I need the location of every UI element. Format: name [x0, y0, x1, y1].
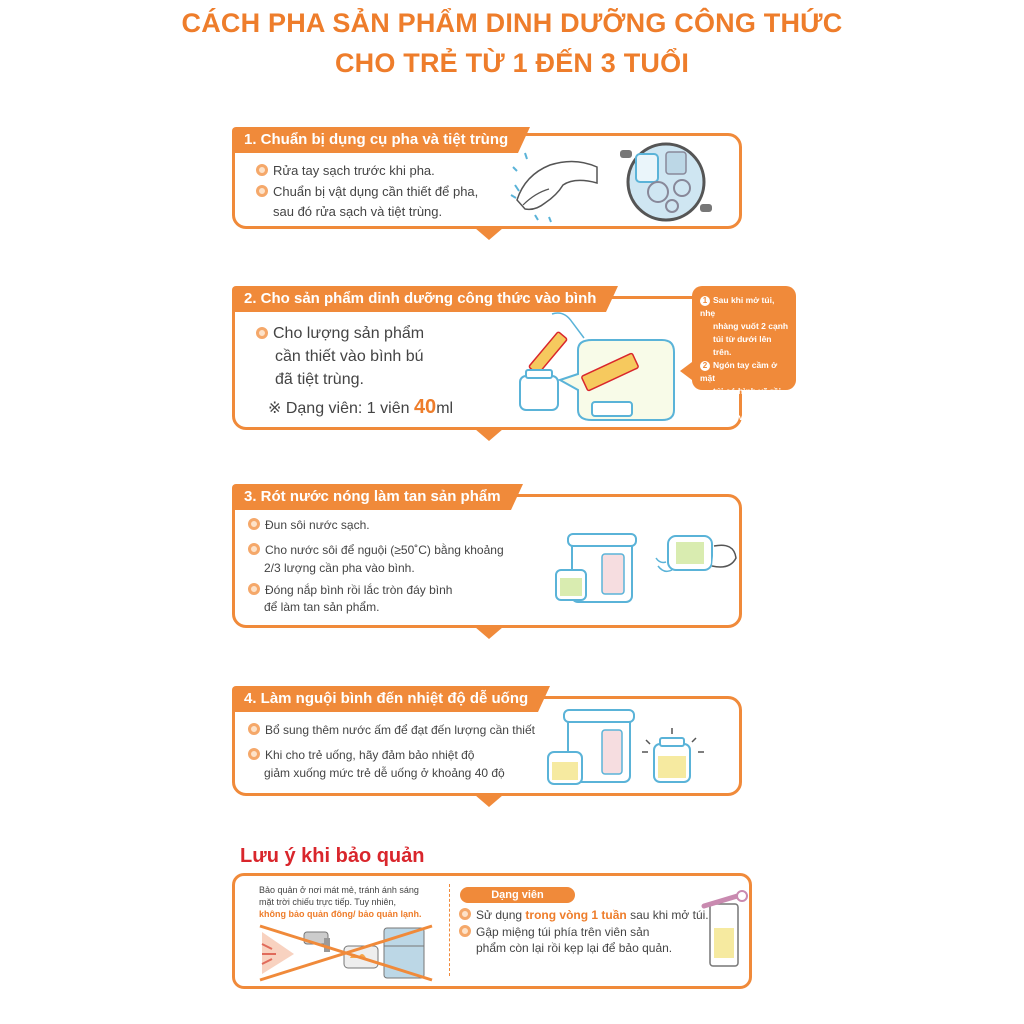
- bullet-icon: [256, 164, 268, 176]
- page-title-line2: CHO TRẺ TỪ 1 ĐẾN 3 TUỔI: [334, 48, 690, 78]
- step-3-title: 3. Rót nước nóng làm tan sản phẩm: [232, 484, 511, 510]
- tablet-volume: 40: [413, 396, 437, 418]
- bullet-icon: [248, 748, 260, 760]
- dispenser-and-bottle-icon: [544, 706, 640, 786]
- bullet-icon: [248, 723, 260, 735]
- step-1-bullet-1: Rửa tay sạch trước khi pha.: [256, 161, 435, 181]
- step-4-bullet-1: Bổ sung thêm nước ấm để đạt đến lượng cần thiết: [248, 720, 535, 740]
- tip-bubble: 1 Sau khi mở túi, nhẹ nhàng vuốt 2 cạnh túi từ dưới lên trên. 2 Ngón tay cầm ở mặt túi có hình vẽ rồi dốc thẳng vào bình.: [692, 286, 796, 390]
- storage-warning: không bảo quản đông/ bảo quản lạnh.: [259, 909, 422, 919]
- storage-text-2: mặt trời chiếu trực tiếp. Tuy nhiên,: [259, 897, 396, 907]
- step-2-title: 2. Cho sản phẩm dinh dưỡng công thức vào bình: [232, 286, 606, 312]
- storage-title: Lưu ý khi bảo quản: [240, 845, 425, 867]
- step-1-title: 1. Chuẩn bị dụng cụ pha và tiệt trùng: [232, 127, 518, 153]
- hand-washing-icon: [505, 145, 605, 225]
- tablet-form-label: Dạng viên: [460, 887, 575, 903]
- bullet-icon: [248, 583, 260, 595]
- step-3-bullet-3-cont: để làm tan sản phẩm.: [264, 600, 380, 614]
- bullet-icon: [459, 925, 471, 937]
- storage-text-1: Bảo quản ở nơi mát mẻ, tránh ánh sáng: [259, 885, 419, 895]
- storage-divider: [449, 884, 450, 976]
- clipped-sachet-icon: [700, 890, 750, 972]
- step-4-bullet-2: Khi cho trẻ uống, hãy đảm bảo nhiệt độ: [248, 745, 474, 765]
- kettle-and-bottle-icon: [552, 530, 642, 604]
- step-3-bullet-2: Cho nước sôi để nguội (≥50˚C) bằng khoảng: [248, 540, 504, 560]
- pouring-sachet-icon: [512, 310, 690, 422]
- step-2-bullet-1: Cho lượng sản phẩm: [256, 322, 424, 345]
- bullet-icon: [459, 908, 471, 920]
- step-3-bullet-1: Đun sôi nước sạch.: [248, 515, 370, 535]
- no-sun-no-fridge-icon: [258, 924, 434, 982]
- step-3-bullet-2-cont: 2/3 lượng cần pha vào bình.: [264, 561, 415, 575]
- step-2-bullet-1-cont-1: cần thiết vào bình bú: [275, 348, 424, 365]
- sterilizing-pot-icon: [618, 140, 714, 224]
- storage-bullet-1: Sử dụng trong vòng 1 tuần sau khi mở túi.: [459, 905, 709, 925]
- step-3-bullet-3: Đóng nắp bình rồi lắc tròn đáy bình: [248, 580, 452, 600]
- step-1-bullet-2: Chuẩn bị vật dụng cần thiết để pha,: [256, 182, 478, 202]
- step-2-note: ※ Dạng viên: 1 viên 40ml: [268, 396, 454, 418]
- bullet-icon: [256, 327, 268, 339]
- step-2-bullet-1-cont-2: đã tiệt trùng.: [275, 371, 364, 388]
- step-1-bullet-2-cont: sau đó rửa sạch và tiệt trùng.: [273, 204, 443, 219]
- page-title-line1: CÁCH PHA SẢN PHẨM DINH DƯỠNG CÔNG THỨC: [181, 8, 843, 38]
- step-4-bullet-2-cont: giảm xuống mức trẻ dễ uống ở khoảng 40 độ: [264, 766, 505, 780]
- bullet-icon: [248, 543, 260, 555]
- storage-bullet-2: Gập miệng túi phía trên viên sản: [459, 922, 649, 942]
- shaking-bottle-icon: [654, 530, 740, 578]
- step-4-title: 4. Làm nguội bình đến nhiệt độ dễ uống: [232, 686, 538, 712]
- bullet-icon: [256, 185, 268, 197]
- cooling-bottle-icon: [640, 726, 704, 786]
- bullet-icon: [248, 518, 260, 530]
- storage-bullet-2-cont: phẩm còn lại rồi kẹp lại để bảo quản.: [476, 941, 673, 955]
